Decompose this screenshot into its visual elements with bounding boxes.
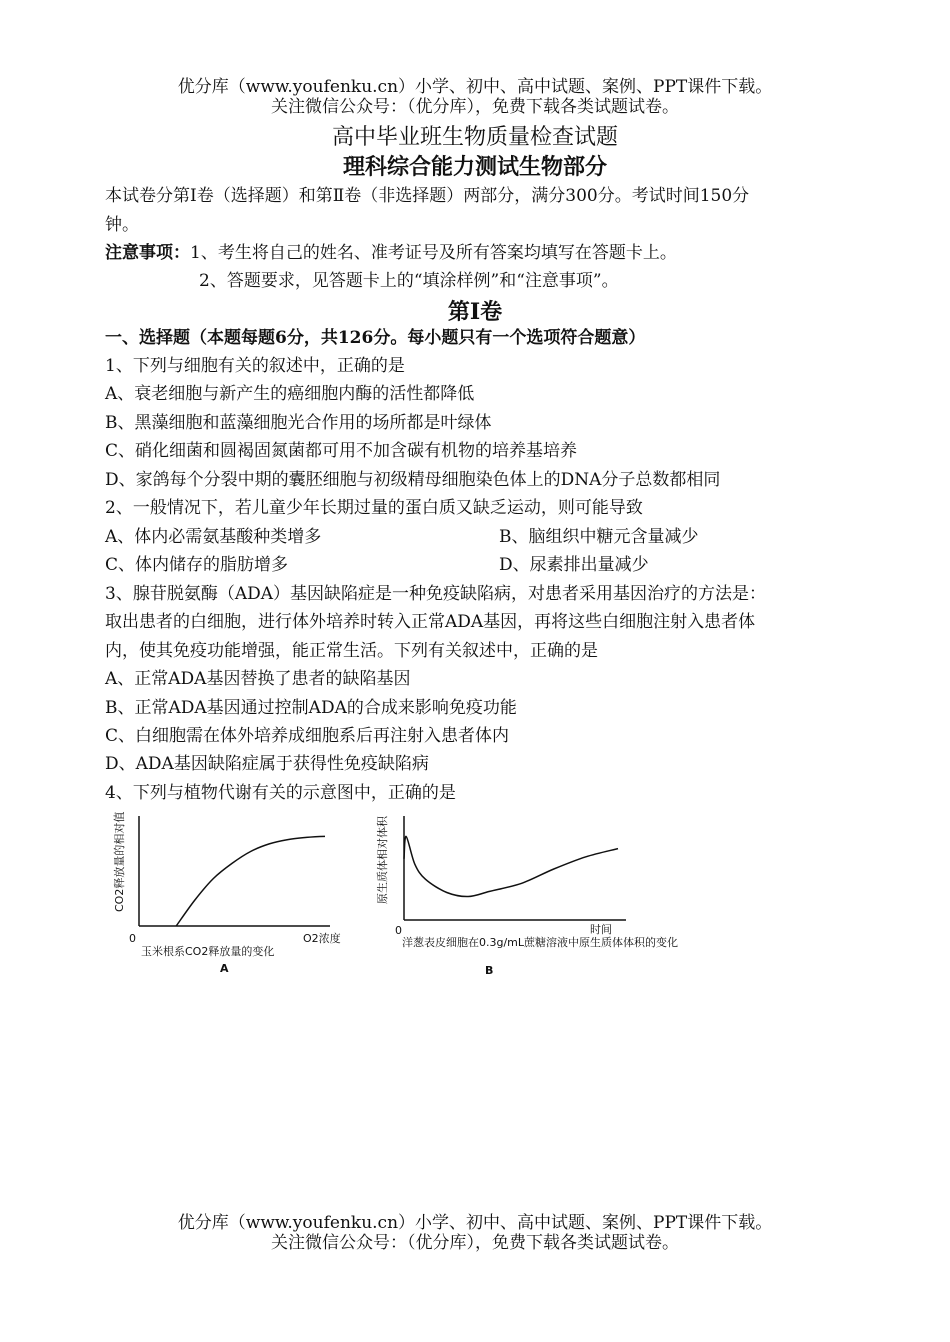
q1-stem: 1、下列与细胞有关的叙述中，正确的是 [105,356,405,376]
chart-b-ylabel: 原生质体相对体积 [376,816,389,904]
part-heading: 一、选择题（本题每题6分，共126分。每小题只有一个选项符合题意） [105,328,646,348]
intro-line-1: 本试卷分第Ⅰ卷（选择题）和第Ⅱ卷（非选择题）两部分，满分300分。考试时间150分 [105,186,750,206]
notice-label: 注意事项： [105,243,190,263]
q1-option-b: B、黑藻细胞和蓝藻细胞光合作用的场所都是叶绿体 [105,413,492,433]
notice-line-1 [105,242,677,264]
section-title: 第Ⅰ卷 [447,299,503,325]
chart-a-ylabel: CO2释放量的相对值 [113,811,126,912]
chart-a-panel-label: A [220,962,229,975]
q2-stem: 2、一般情况下，若儿童少年长期过量的蛋白质又缺乏运动，则可能导致 [105,498,643,518]
chart-a-title: 玉米根系CO2释放量的变化 [141,945,275,958]
q3-option-d: D、ADA基因缺陷症属于获得性免疫缺陷病 [105,754,429,774]
chart-b-series-line [404,836,618,896]
chart-a-xlabel: O2浓度 [303,932,341,945]
chart-b-origin: 0 [395,924,402,937]
q2-option-d: D、尿素排出量减少 [499,555,649,575]
chart-b-title-line: 洋葱表皮细胞在0.3g/mL蔗糖溶液中原生质体体积的变化 [402,936,679,949]
q3-option-c: C、白细胞需在体外培养成细胞系后再注射入患者体内 [105,726,510,746]
q3-option-a: A、正常ADA基因替换了患者的缺陷基因 [105,669,411,689]
chart-a [105,808,370,980]
q3-option-b: B、正常ADA基因通过控制ADA的合成来影响免疫功能 [105,698,517,718]
chart-a-series-line [176,836,325,926]
intro-line-2: 钟。 [105,215,139,235]
notice-item-2: 2、答题要求，见答题卡上的“填涂样例”和“注意事项”。 [199,271,619,291]
q3-stem-2: 取出患者的白细胞，进行体外培养时转入正常ADA基因，再将这些白细胞注射入患者体 [105,612,756,632]
q3-stem-3: 内，使其免疫功能增强，能正常生活。下列有关叙述中，正确的是 [105,641,598,661]
q1-option-c: C、硝化细菌和圆褐固氮菌都可用不加含碳有机物的培养基培养 [105,441,578,461]
chart-b [368,808,679,980]
chart-a-origin: 0 [129,932,136,945]
exam-subtitle: 理科综合能力测试生物部分 [342,154,607,180]
q2-option-c: C、体内储存的脂肪增多 [105,555,289,575]
exam-title: 高中毕业班生物质量检查试题 [331,125,618,150]
q1-option-d: D、家鸽每个分裂中期的囊胚细胞与初级精母细胞染色体上的DNA分子总数都相同 [105,470,721,490]
q4-stem: 4、下列与植物代谢有关的示意图中，正确的是 [105,783,456,803]
notice-item-1: 1、考生将自己的姓名、准考证号及所有答案均填写在答题卡上。 [190,243,677,263]
q1-option-a: A、衰老细胞与新产生的癌细胞内酶的活性都降低 [105,384,475,404]
header-line-1: 优分库（www.youfenku.cn）小学、初中、高中试题、案例、PPT课件下载。 [177,77,773,97]
chart-b-panel-label: B [485,964,494,977]
q2-option-a: A、体内必需氨基酸种类增多 [105,527,322,547]
footer-line-2: 关注微信公众号：（优分库），免费下载各类试题试卷。 [271,1233,679,1253]
q2-option-b: B、脑组织中糖元含量减少 [499,527,699,547]
footer-line-1: 优分库（www.youfenku.cn）小学、初中、高中试题、案例、PPT课件下载。 [177,1213,773,1233]
header-line-2: 关注微信公众号：（优分库），免费下载各类试题试卷。 [271,97,679,117]
chart-b-xlabel: 时间 [590,923,612,936]
q3-stem-1: 3、腺苷脱氨酶（ADA）基因缺陷症是一种免疫缺陷病，对患者采用基因治疗的方法是： [105,584,766,604]
